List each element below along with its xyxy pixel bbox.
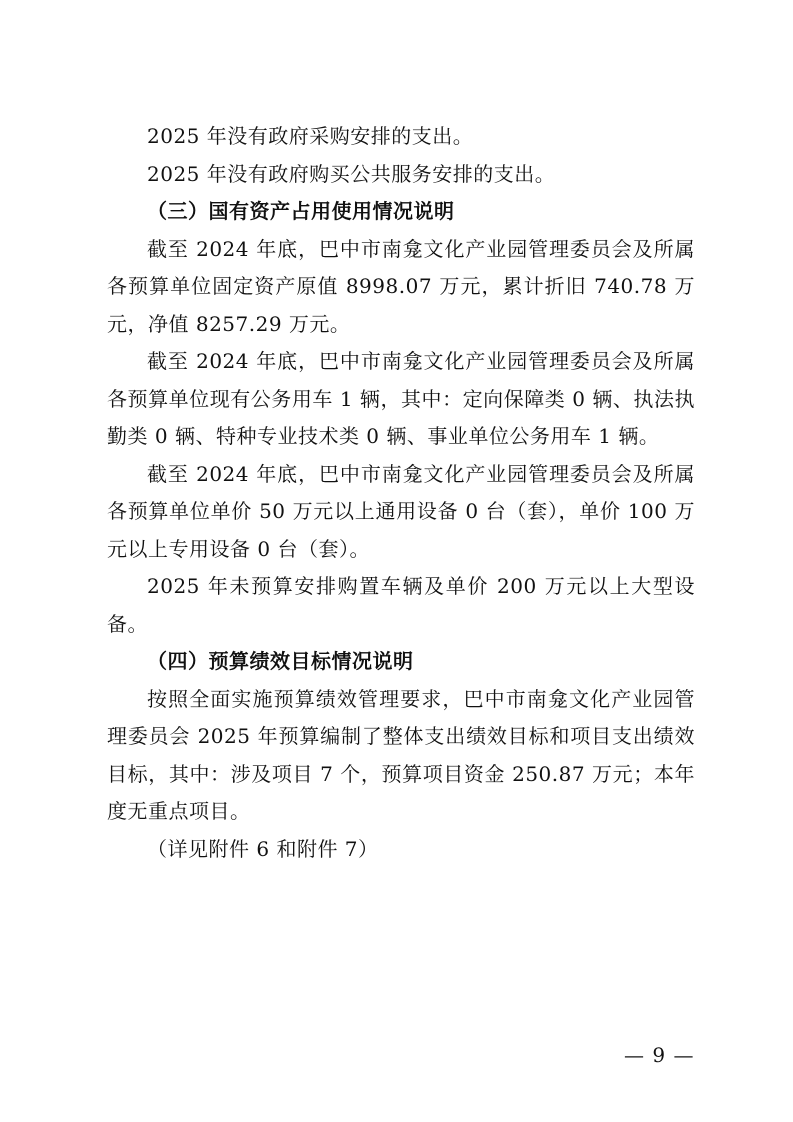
paragraph-no-procurement: 2025 年没有政府采购安排的支出。 [147, 124, 474, 148]
page-number: — 9 — [624, 1043, 695, 1067]
paragraph-equipment: 截至 2024 年底，巴中市南龛文化产业园管理委员会及所属各预算单位单价 50 万元以上通用设备 0 台（套），单价 100 万元以上专用设备 0 台（套）。 [107, 461, 695, 561]
paragraph-performance-goals: 按照全面实施预算绩效管理要求，巴中市南龛文化产业园管理委员会 2025 年预算编制了整体支出绩效目标和项目支出绩效目标，其中：涉及项目 7 个，预算项目资金 250.87 万元；本年度无重点项目。 [107, 686, 695, 823]
document-body [107, 118, 695, 868]
paragraph-no-public-service-purchase: 2025 年没有政府购买公共服务安排的支出。 [147, 161, 556, 186]
section-heading-assets: （三）国有资产占用使用情况说明 [147, 199, 455, 223]
section-heading-performance: （四）预算绩效目标情况说明 [147, 649, 414, 673]
paragraph-attachments-note: （详见附件 6 和附件 7） [147, 836, 379, 861]
paragraph-no-vehicle-purchase: 2025 年未预算安排购置车辆及单价 200 万元以上大型设备。 [107, 574, 695, 636]
paragraph-fixed-assets: 截至 2024 年底，巴中市南龛文化产业园管理委员会及所属各预算单位固定资产原值 8998.07 万元，累计折旧 740.78 万元，净值 8257.29 万元。 [107, 236, 695, 336]
paragraph-official-vehicles: 截至 2024 年底，巴中市南龛文化产业园管理委员会及所属各预算单位现有公务用车 1 辆，其中：定向保障类 0 辆、执法执勤类 0 辆、特种专业技术类 0 辆、事业单位公务用车 1 辆。 [107, 349, 695, 448]
